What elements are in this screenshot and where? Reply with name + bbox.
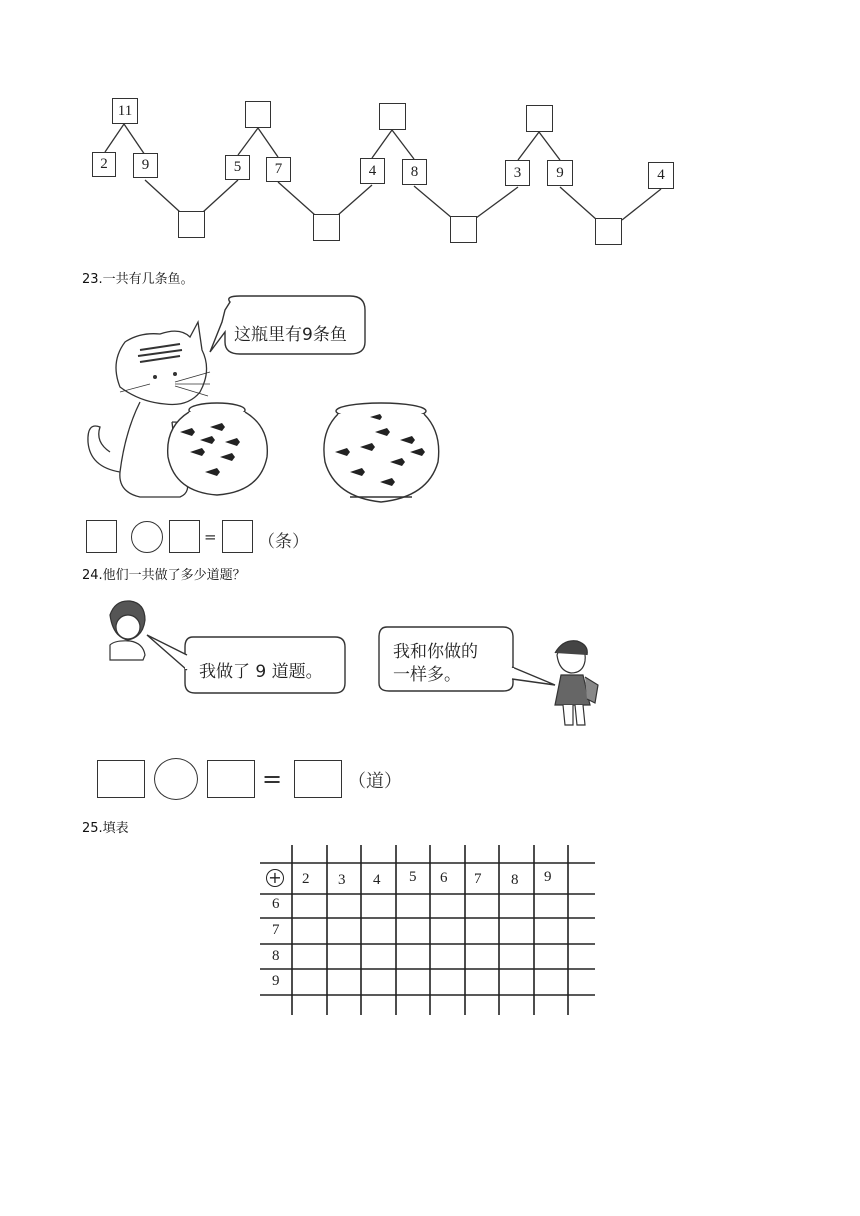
- table-row-header: 7: [272, 922, 280, 938]
- tree-top-box-1[interactable]: 11: [112, 98, 138, 124]
- q23-answer-box-1[interactable]: [86, 520, 117, 553]
- table-col-header: 6: [440, 870, 448, 886]
- table-col-header: 5: [409, 869, 417, 885]
- table-row-header: 9: [272, 973, 280, 989]
- tree-mid-box: 8: [402, 159, 427, 185]
- question-24-title: 24.他们一共做了多少道题？: [82, 568, 246, 583]
- question-25-title: 25.填表: [82, 821, 129, 836]
- q24-answer-box-1[interactable]: [97, 760, 145, 798]
- tree-mid-box: 7: [266, 157, 291, 182]
- table-col-header: 2: [302, 871, 310, 887]
- cat-speech-text: 这瓶里有9条鱼: [234, 325, 347, 345]
- tree-mid-box: 9: [547, 160, 573, 186]
- tree-bottom-box-4[interactable]: [595, 218, 622, 245]
- tree-mid-box: 4: [360, 158, 385, 184]
- children-dialogue-illustration: [95, 595, 615, 735]
- tree-top-box-4[interactable]: [526, 105, 553, 132]
- boy-speech-line-1: 我和你做的: [393, 642, 478, 662]
- tree-top-box-3[interactable]: [379, 103, 406, 130]
- q24-unit: （道）: [348, 771, 402, 792]
- tree-mid-box: 9: [133, 153, 158, 178]
- tree-bottom-box-2[interactable]: [313, 214, 340, 241]
- tree-lines: [0, 0, 860, 260]
- tree-top-box-2[interactable]: [245, 101, 271, 128]
- addition-table-grid: [255, 840, 600, 1020]
- tree-bottom-box-1[interactable]: [178, 211, 205, 238]
- table-col-header: 4: [373, 872, 381, 888]
- table-col-header: 9: [544, 869, 552, 885]
- q23-operator-circle[interactable]: [131, 521, 163, 553]
- q24-operator-circle[interactable]: [154, 758, 198, 800]
- table-col-header: 3: [338, 872, 346, 888]
- question-23-title: 23.一共有几条鱼。: [82, 272, 194, 287]
- tree-bottom-box-3[interactable]: [450, 216, 477, 243]
- tree-mid-box: 3: [505, 160, 530, 186]
- table-row-header: 8: [272, 948, 280, 964]
- tree-mid-box: 2: [92, 152, 116, 177]
- tree-mid-box: 5: [225, 155, 250, 180]
- q23-equals-sign: =: [204, 528, 217, 546]
- table-row-header: 6: [272, 896, 280, 912]
- tree-mid-box: 4: [648, 162, 674, 189]
- q24-equals-sign: =: [262, 765, 283, 793]
- q24-answer-box-2[interactable]: [207, 760, 255, 798]
- table-col-header: 8: [511, 872, 519, 888]
- table-col-header: 7: [474, 871, 482, 887]
- q23-unit: （条）: [258, 532, 309, 552]
- q24-answer-box-3[interactable]: [294, 760, 342, 798]
- q23-answer-box-2[interactable]: [169, 520, 200, 553]
- q23-answer-box-3[interactable]: [222, 520, 253, 553]
- table-plus-operator: +: [266, 869, 284, 887]
- girl-speech-text: 我做了 9 道题。: [199, 662, 323, 682]
- boy-speech-line-2: 一样多。: [393, 665, 461, 685]
